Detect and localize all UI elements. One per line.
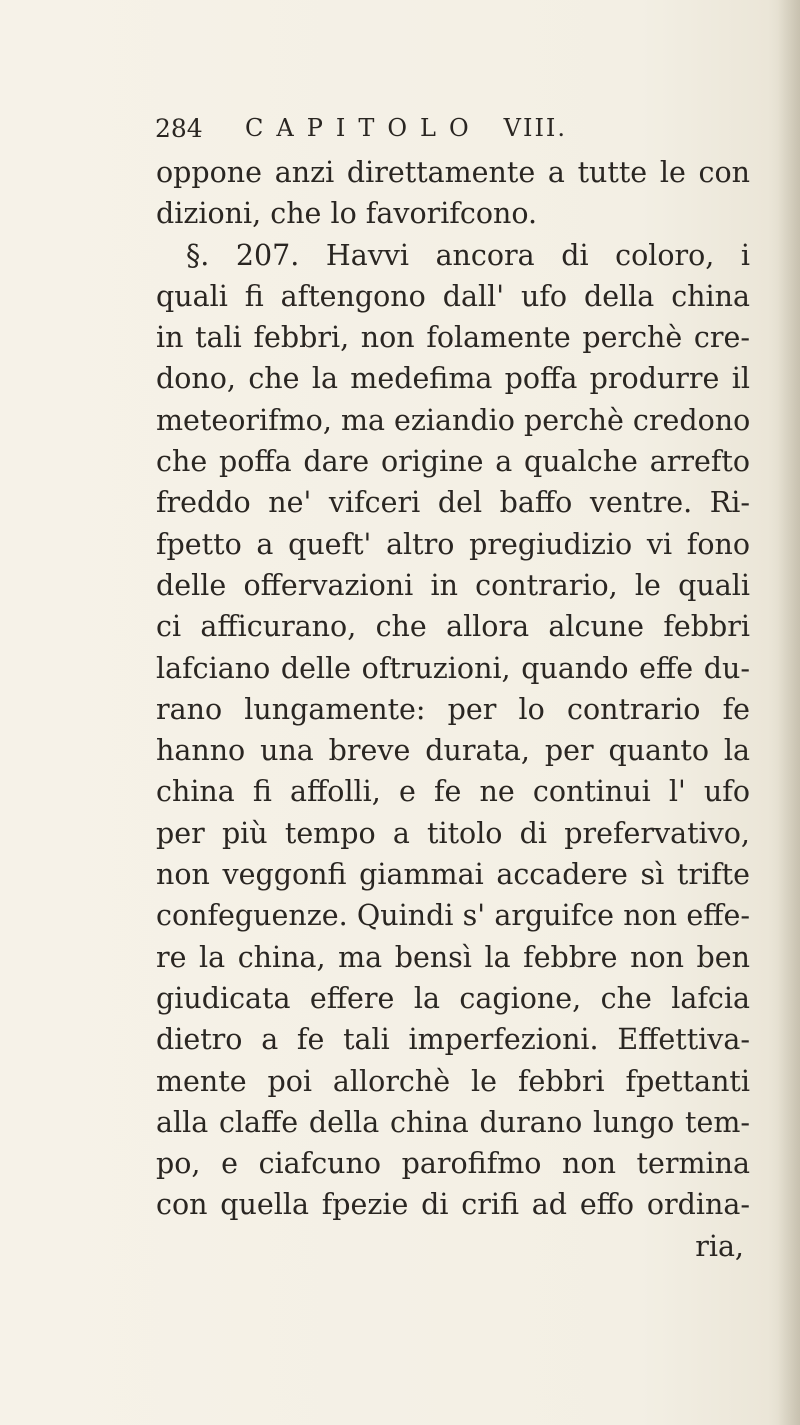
text-line: giudicata effere la cagione, che lafcia: [156, 981, 750, 1015]
text-line: oppone anzi direttamente a tutte le con: [156, 156, 750, 189]
body-text: [156, 152, 750, 1267]
text-line: hanno una breve durata, per quanto la: [156, 734, 750, 768]
text-line: lafciano delle oftruzioni, quando effe du-: [156, 651, 750, 685]
text-line: dietro a fe tali imperfezioni. Effettiva-: [156, 1023, 750, 1057]
text-line: mente poi allorchè le febbri fpettanti: [156, 1064, 750, 1098]
text-line: non veggonfi giammai accadere sì trifte: [156, 858, 750, 892]
text-line: quali fi aftengono dall' ufo della china: [156, 279, 750, 313]
text-line: meteorifmo, ma eziandio perchè credono: [156, 403, 750, 437]
catchword: ria,: [695, 1229, 744, 1263]
text-line: con quella fpezie di crifi ad effo ordina-: [156, 1188, 750, 1222]
text-line: dizioni, che lo favorifcono.: [156, 197, 538, 231]
text-line: delle offervazioni in contrario, le quali: [156, 568, 750, 602]
text-line: freddo ne' vifceri del baffo ventre. Ri-: [156, 486, 750, 520]
text-line: confeguenze. Quindi s' arguifce non effe-: [156, 899, 750, 933]
text-line: re la china, ma bensì la febbre non ben: [156, 940, 750, 974]
page-edge-shadow: [778, 0, 800, 1425]
running-title: CAPITOLO: [245, 114, 482, 142]
text-line: rano lungamente: per lo contrario fe: [156, 692, 750, 726]
text-line: po, e ciafcuno parofifmo non termina: [156, 1147, 750, 1181]
text-line: alla claffe della china durano lungo tem-: [156, 1105, 750, 1139]
text-line: ci afficurano, che allora alcune febbri: [156, 610, 750, 644]
text-line: §. 207. Havvi ancora di coloro, i: [186, 238, 750, 272]
text-line: che poffa dare origine a qualche arrefto: [156, 445, 750, 479]
running-header: [155, 108, 715, 148]
text-line: dono, che la medefima poffa produrre il: [156, 362, 750, 396]
chapter-number: VIII.: [503, 114, 568, 142]
text-line: in tali febbri, non folamente perchè cre-: [156, 321, 750, 355]
text-line: china fi affolli, e fe ne continui l' ufo: [156, 775, 750, 809]
text-line: fpetto a queft' altro pregiudizio vi fono: [156, 527, 750, 561]
page-number: 284: [155, 113, 203, 143]
text-line: per più tempo a titolo di prefervativo,: [156, 816, 750, 850]
